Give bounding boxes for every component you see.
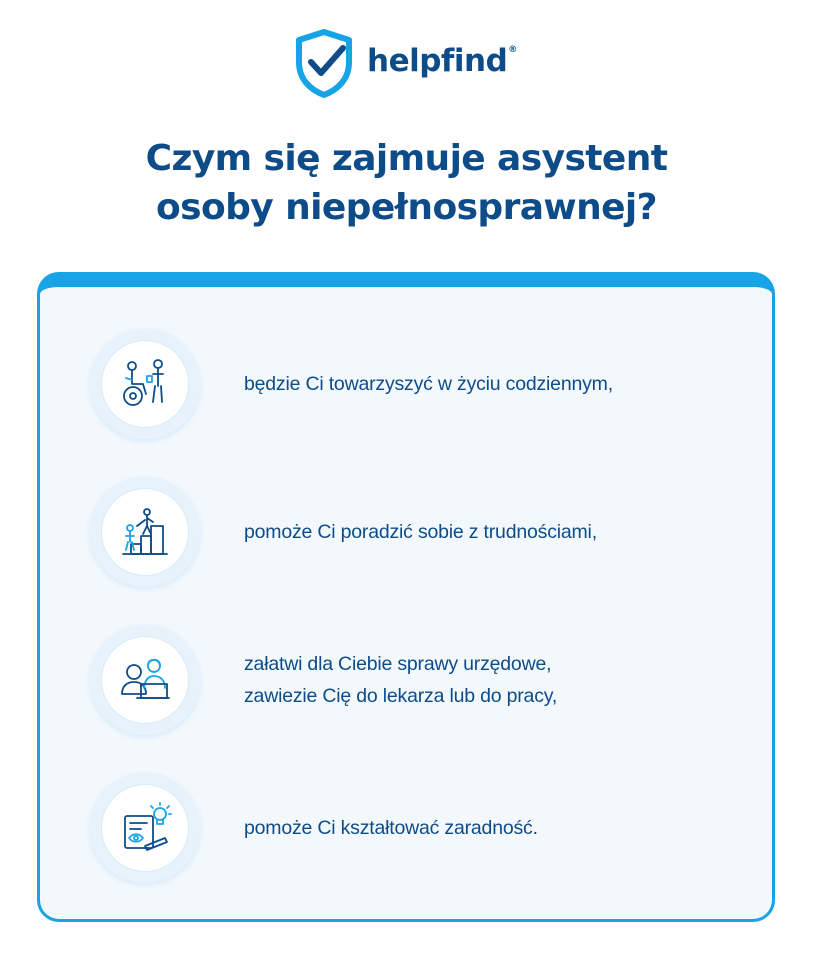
item-text: załatwi dla Ciebie sprawy urzędowe, zawiezie Cię do lekarza lub do pracy, <box>244 653 558 707</box>
icon-badge <box>90 625 200 735</box>
list-item <box>40 329 772 439</box>
office-consultation-icon <box>117 652 173 708</box>
item-text: będzie Ci towarzyszyć w życiu codziennym, <box>244 373 613 395</box>
brand-name: helpfind® <box>367 43 517 79</box>
item-text: pomoże Ci kształtować zaradność. <box>244 817 538 839</box>
wheelchair-assistance-icon <box>117 356 173 412</box>
icon-badge <box>90 477 200 587</box>
list-item <box>40 477 772 587</box>
icon-badge <box>90 329 200 439</box>
page-title <box>0 134 813 232</box>
idea-planning-icon <box>117 800 173 856</box>
icon-badge <box>90 773 200 883</box>
shield-check-icon <box>293 28 355 98</box>
list-item <box>40 625 772 735</box>
climbing-steps-help-icon <box>117 504 173 560</box>
title-line-1: Czym się zajmuje asystent <box>145 138 668 179</box>
item-text: pomoże Ci poradzić sobie z trudnościami, <box>244 521 597 543</box>
helpfind-logo <box>293 28 517 98</box>
duties-card <box>37 272 775 922</box>
list-item <box>40 773 772 883</box>
title-line-2: osoby niepełnosprawnej? <box>156 187 657 228</box>
